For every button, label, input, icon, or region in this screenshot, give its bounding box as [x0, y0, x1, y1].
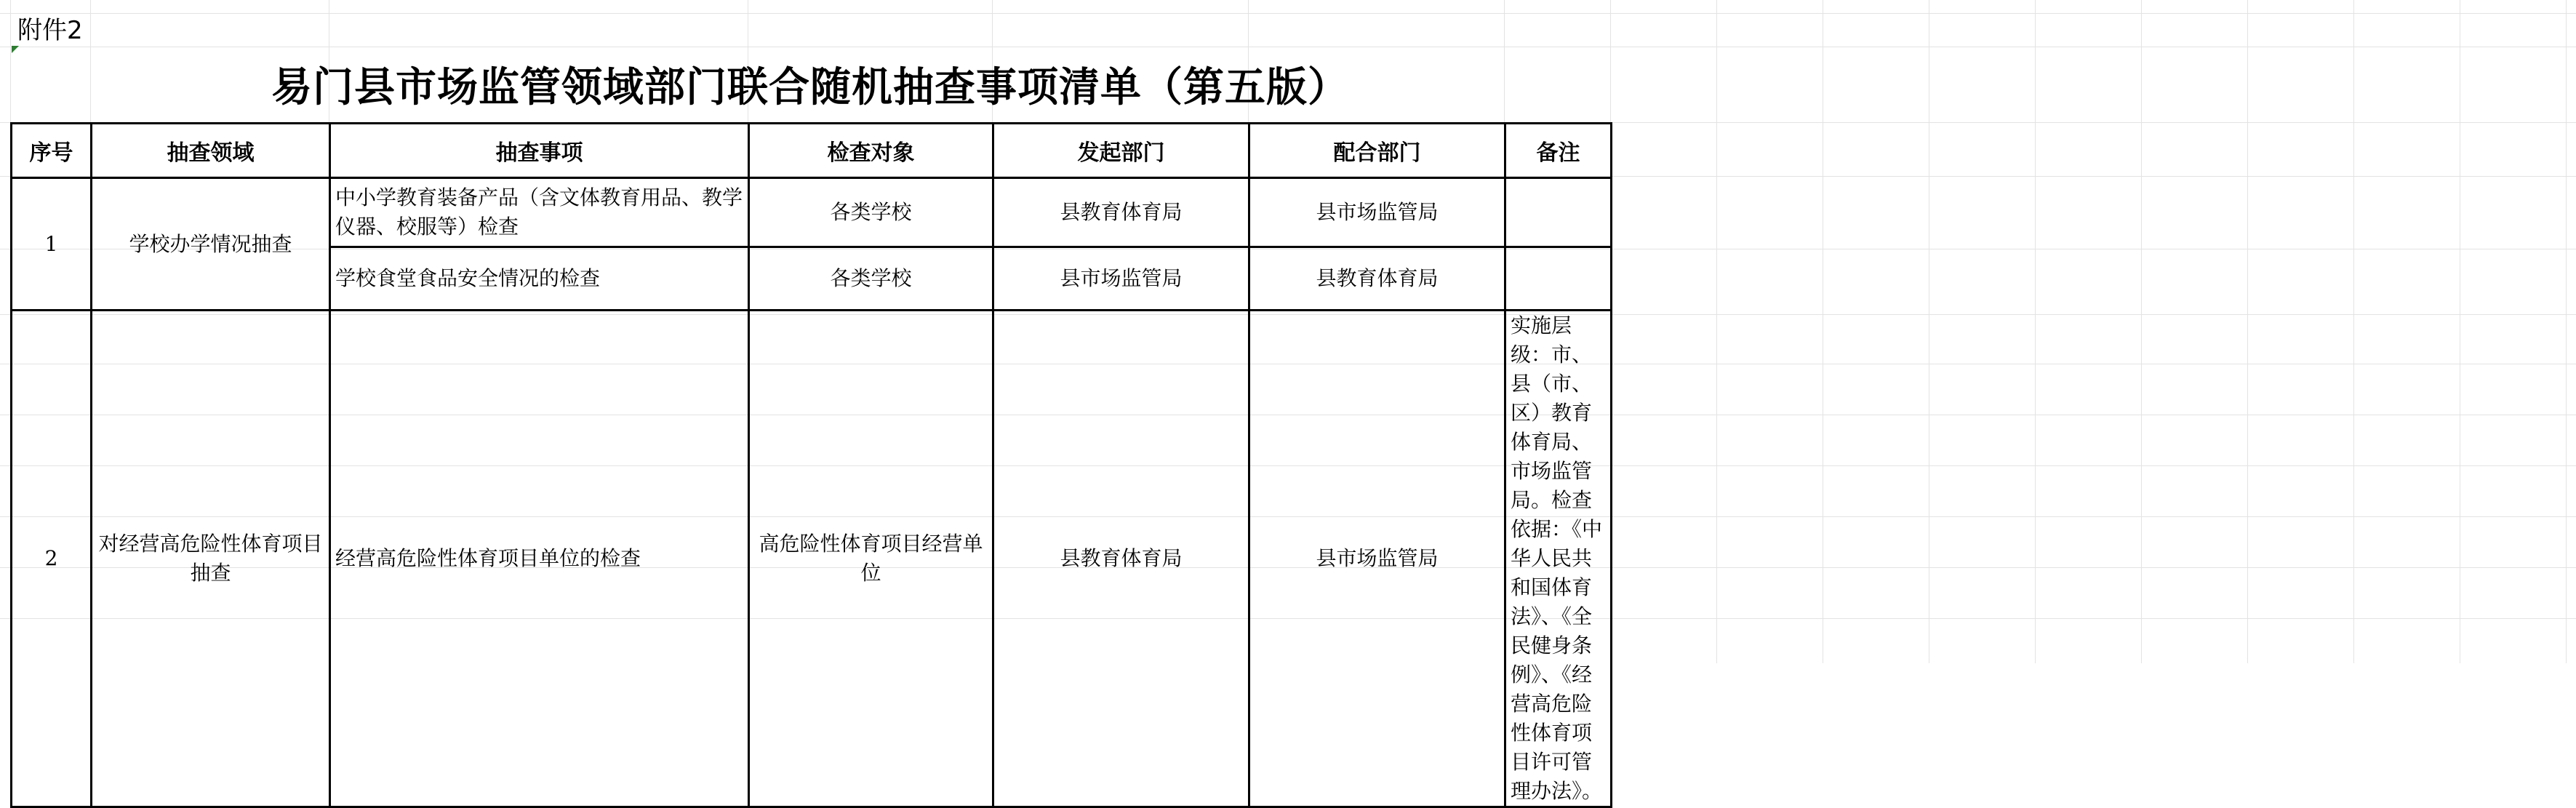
- cell-item[interactable]: 经营高危险性体育项目单位的检查: [330, 311, 749, 807]
- cell-target[interactable]: 各类学校: [749, 178, 993, 247]
- cell-cooperator[interactable]: 县市场监管局: [1249, 178, 1505, 247]
- table-row: [12, 178, 1612, 247]
- table-header-row: [12, 124, 1612, 178]
- header-seq[interactable]: 序号: [12, 124, 92, 178]
- header-domain[interactable]: 抽查领域: [92, 124, 330, 178]
- header-cooperator[interactable]: 配合部门: [1249, 124, 1505, 178]
- cell-cooperator[interactable]: 县市场监管局: [1249, 311, 1505, 807]
- cell-initiator[interactable]: 县教育体育局: [993, 178, 1249, 247]
- cell-seq[interactable]: 2: [12, 311, 92, 807]
- cell-initiator[interactable]: 县市场监管局: [993, 247, 1249, 311]
- header-remark[interactable]: 备注: [1505, 124, 1612, 178]
- cell-item[interactable]: 中小学教育装备产品（含文体教育用品、教学仪器、校服等）检查: [330, 178, 749, 247]
- cell-domain[interactable]: 对经营高危险性体育项目抽查: [92, 311, 330, 807]
- cell-item[interactable]: 学校食堂食品安全情况的检查: [330, 247, 749, 311]
- cell-initiator[interactable]: 县教育体育局: [993, 311, 1249, 807]
- header-target[interactable]: 检查对象: [749, 124, 993, 178]
- cell-cooperator[interactable]: 县教育体育局: [1249, 247, 1505, 311]
- cell-remark[interactable]: 实施层级：市、县（市、区）教育体育局、市场监管局。检查依据：《中华人民共和国体育法》、《全民健身条例》、《经营高危险性体育项目许可管理办法》。: [1505, 311, 1612, 807]
- table-row: [12, 311, 1612, 807]
- header-initiator[interactable]: 发起部门: [993, 124, 1249, 178]
- attachment-label[interactable]: 附件2: [17, 16, 83, 45]
- cell-remark[interactable]: [1505, 178, 1612, 247]
- header-item[interactable]: 抽查事项: [330, 124, 749, 178]
- cell-target[interactable]: 各类学校: [749, 247, 993, 311]
- cell-seq[interactable]: 1: [12, 178, 92, 311]
- cell-target[interactable]: 高危险性体育项目经营单位: [749, 311, 993, 807]
- inspection-items-table: [10, 122, 1612, 808]
- cell-remark[interactable]: [1505, 247, 1612, 311]
- cell-domain[interactable]: 学校办学情况抽查: [92, 178, 330, 311]
- document-title[interactable]: 易门县市场监管领域部门联合随机抽查事项清单（第五版）: [271, 63, 1349, 111]
